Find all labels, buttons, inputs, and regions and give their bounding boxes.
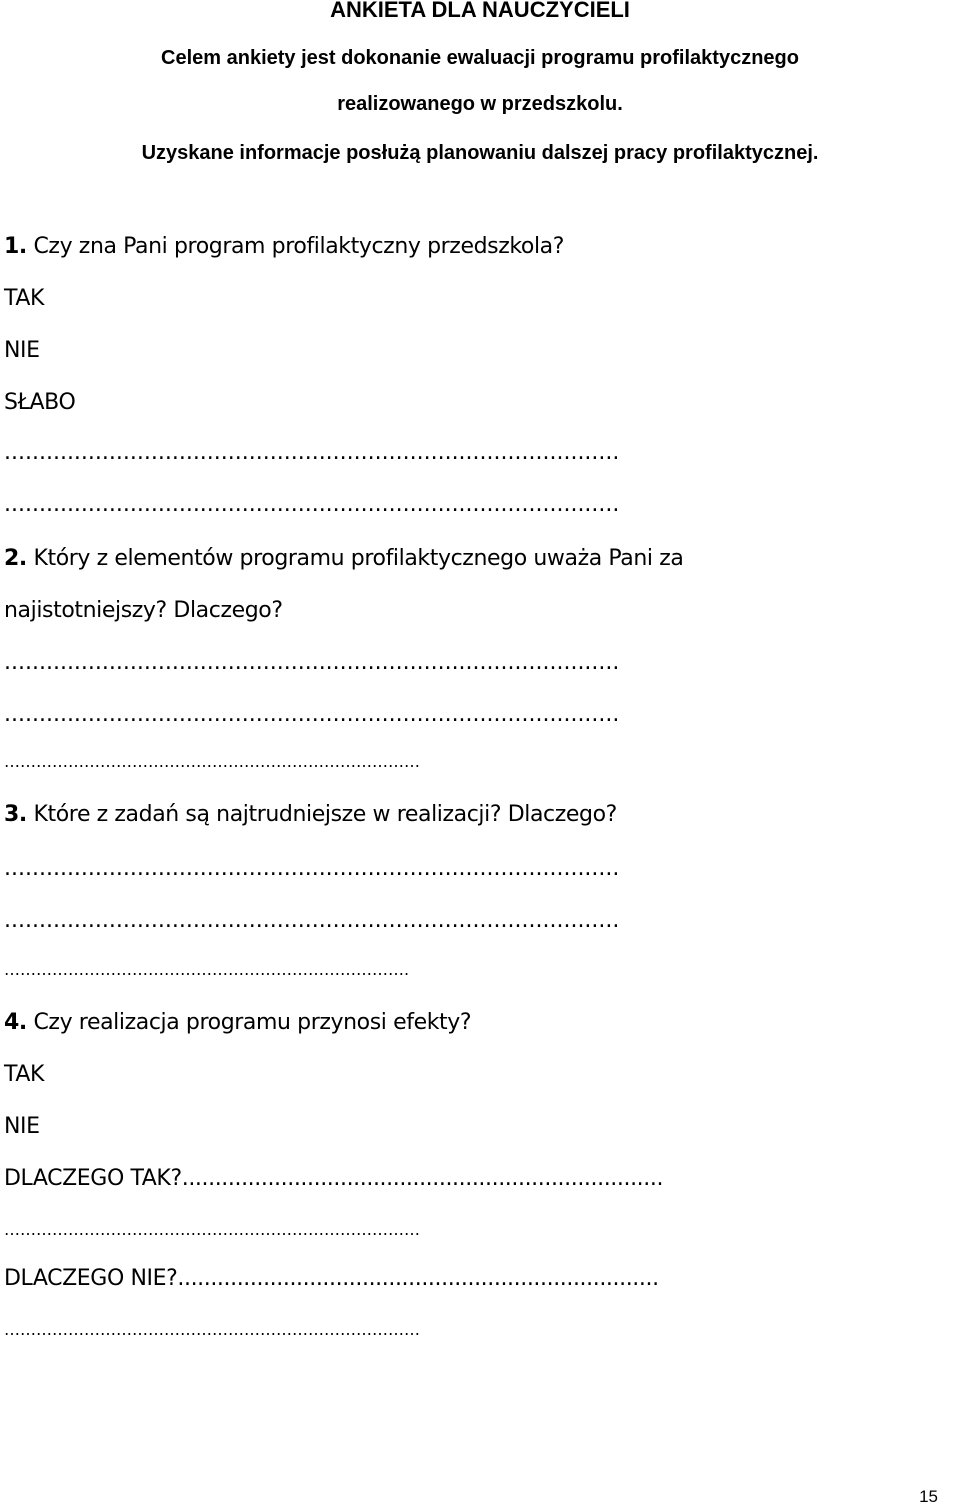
question-4-why-no: DLACZEGO NIE?.........................................................................: [4, 1266, 659, 1291]
question-4-why-yes-continuation: ……………………………………………………………………: [4, 1220, 420, 1239]
question-1: [4, 234, 564, 259]
intro-line-3: Uzyskane informacje posłużą planowaniu dalszej pracy profilaktycznej.: [141, 142, 819, 164]
question-3-text: Które z zadań są najtrudniejsze w realizacji? Dlaczego?: [33, 802, 617, 827]
question-4-why-yes: DLACZEGO TAK?.........................................................................: [4, 1166, 664, 1191]
question-3: [4, 802, 617, 827]
question-4-option-nie: NIE: [4, 1114, 40, 1139]
question-2-answer-line-2: ........................................................................................: [4, 702, 620, 727]
question-1-number: 1.: [4, 234, 27, 259]
question-3-answer-line-1: ........................................................................................: [4, 856, 620, 881]
question-1-option-nie: NIE: [4, 338, 40, 363]
survey-title: ANKIETA DLA NAUCZYCIELI: [330, 0, 630, 22]
question-4-number: 4.: [4, 1010, 27, 1035]
question-4: [4, 1010, 471, 1035]
question-1-answer-line-2: ........................................................................................: [4, 492, 620, 517]
question-4-option-tak: TAK: [4, 1062, 45, 1087]
question-4-text: Czy realizacja programu przynosi efekty?: [33, 1010, 472, 1035]
question-2: [4, 546, 683, 571]
question-2-answer-line-1: ........................................................................................: [4, 650, 620, 675]
intro-line-1: Celem ankiety jest dokonanie ewaluacji programu profilaktycznego: [161, 47, 799, 69]
question-1-option-slabo: SŁABO: [4, 390, 76, 415]
question-4-why-no-continuation: ……………………………………………………………………: [4, 1320, 420, 1339]
question-3-answer-line-2: ........................................................................................: [4, 908, 620, 933]
question-1-answer-line-1: ........................................................................................: [4, 440, 620, 465]
question-1-option-tak: TAK: [4, 286, 45, 311]
question-3-number: 3.: [4, 802, 27, 827]
intro-line-2: realizowanego w przedszkolu.: [337, 93, 623, 115]
question-2-text: Który z elementów programu profilaktycznego uważa Pani za: [33, 546, 684, 571]
question-3-answer-line-3: ………………………………………………………………….: [4, 960, 410, 979]
question-2-text-line-2: najistotniejszy? Dlaczego?: [4, 598, 283, 623]
question-2-answer-line-3: ……………………………………………………………………: [4, 752, 420, 771]
page-number: 15: [919, 1487, 938, 1506]
question-1-text: Czy zna Pani program profilaktyczny przedszkola?: [33, 234, 565, 259]
question-2-number: 2.: [4, 546, 27, 571]
